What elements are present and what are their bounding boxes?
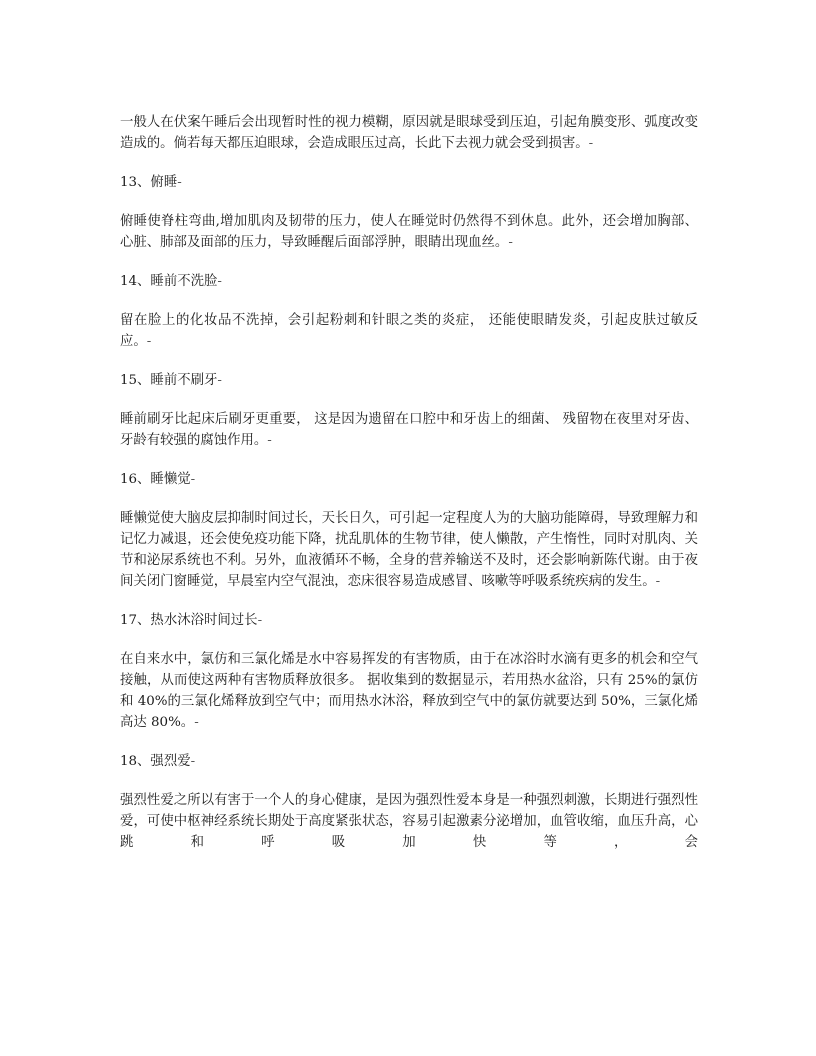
section-1-heading: 13、俯睡- xyxy=(120,175,182,190)
section-4-body: 睡懒觉使大脑皮层抑制时间过长，天长日久，可引起一定程度人为的大脑功能障碍，导致理解力和记忆力减退，还会使免疫功能下降，扰乱肌体的生物节律，使人懒散，产生惰性，同时对肌肉、关节和泌尿系统也不利。另外，血液循环不畅，全身的营养输送不及时，还会影响新陈代谢。由于夜间关闭门窗睡觉，早晨室内空气混浊，恋床很容易造成感冒、咳嗽等呼吸系统疾病的发生。- xyxy=(120,511,698,589)
section-6-heading: 18、强烈爱- xyxy=(120,754,196,769)
section-3-heading: 15、睡前不刷牙- xyxy=(120,373,222,388)
paragraph-mark: - xyxy=(190,472,196,487)
section-4-heading: 16、睡懒觉- xyxy=(120,472,196,487)
paragraph-mark: - xyxy=(217,274,222,289)
paragraph-mark: - xyxy=(508,235,513,250)
section-6-body: 强烈性爱之所以有害于一个人的身心健康，是因为强烈性爱本身是一种强烈刺激，长期进行强烈性爱，可使中枢神经系统长期处于高度紧张状态，容易引起激素分泌增加，血管收缩，血压升高，心跳和呼吸加快等，会 xyxy=(120,793,698,850)
section-0-body: 一般人在伏案午睡后会出现暂时性的视力模糊，原因就是眼球受到压迫，引起角膜变形、弧度改变造成的。倘若每天都压迫眼球，会造成眼压过高，长此下去视力就会受到损害。- xyxy=(120,115,698,151)
section-1-body: 俯睡使脊柱弯曲,增加肌肉及韧带的压力，使人在睡觉时仍然得不到休息。此外，还会增加胸部、心脏、肺部及面部的压力，导致睡醒后面部浮肿，眼睛出现血丝。- xyxy=(120,214,698,250)
section-5-heading: 17、热水沐浴时间过长- xyxy=(120,613,263,628)
document-page xyxy=(120,112,698,871)
paragraph-mark: - xyxy=(177,175,182,190)
paragraph-mark: - xyxy=(588,136,594,151)
paragraph-mark: - xyxy=(267,433,272,448)
paragraph-mark: - xyxy=(194,715,199,730)
paragraph-mark: - xyxy=(655,574,661,589)
section-2-heading: 14、睡前不洗脸- xyxy=(120,274,222,289)
section-3-body: 睡前刷牙比起床后刷牙更重要， 这是因为遗留在口腔中和牙齿上的细菌、 残留物在夜里对牙齿、牙龄有较强的腐蚀作用。- xyxy=(120,412,698,448)
paragraph-mark: - xyxy=(257,613,263,628)
paragraph-mark: - xyxy=(217,373,222,388)
section-2-body: 留在脸上的化妆品不洗掉，会引起粉刺和针眼之类的炎症， 还能使眼睛发炎，引起皮肤过敏反应。- xyxy=(120,313,698,349)
paragraph-mark: - xyxy=(190,754,196,769)
section-5-body: 在自来水中，氯仿和三氯化烯是水中容易挥发的有害物质，由于在冰浴时水滴有更多的机会和空气接触，从而使这两种有害物质释放很多。 据收集到的数据显示，若用热水盆浴，只有 25%的氯仿和 40%的三氯化烯释放到空气中；而用热水沐浴，释放到空气中的氯仿就要达到 50%，三氯化烯高达 80%。- xyxy=(120,652,698,730)
paragraph-mark: - xyxy=(146,334,152,349)
